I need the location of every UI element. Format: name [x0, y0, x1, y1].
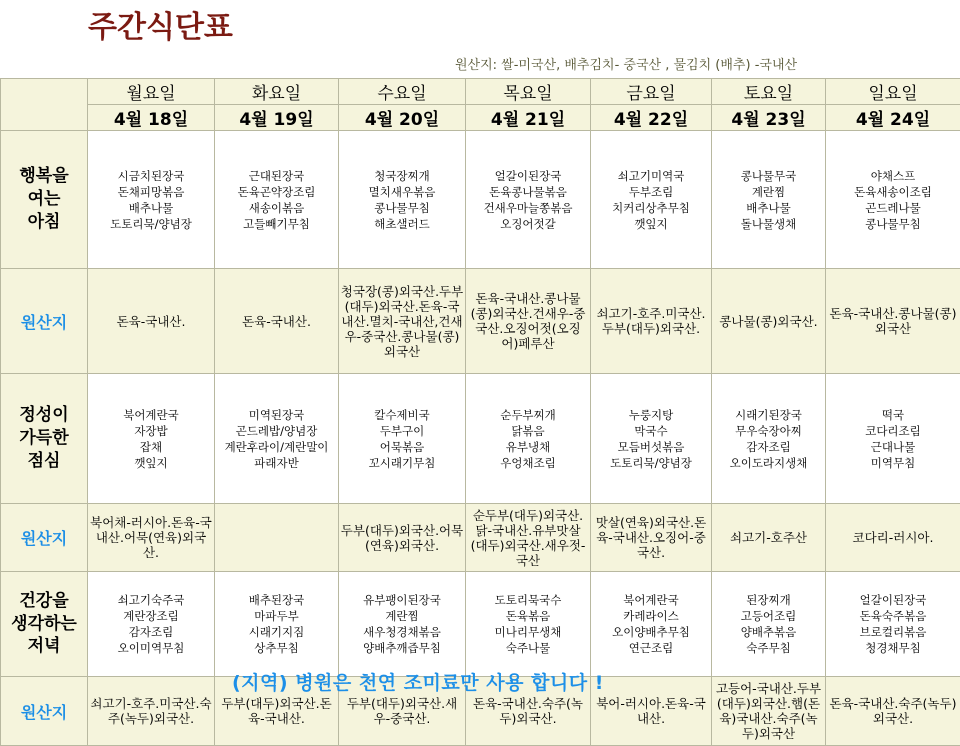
- dish-item: 떡국: [826, 407, 960, 423]
- dish-item: 배추나물: [712, 200, 825, 216]
- origin-cell: [339, 504, 466, 572]
- menu-cell: [826, 374, 960, 504]
- lunch-row: [1, 374, 960, 504]
- origin-text: 맛살(연육)외국산.돈육-국내산.오징어-중국산.: [591, 515, 711, 560]
- dish-item: 양배추깨즙무침: [339, 640, 465, 656]
- origin-cell: [466, 504, 591, 572]
- origin-cell: [826, 677, 960, 746]
- dish-item: 청국장찌개: [339, 168, 465, 184]
- origin-cell: [466, 269, 591, 374]
- menu-cell: [826, 131, 960, 269]
- dish-item: 유부팽이된장국: [339, 592, 465, 608]
- dish-item: 감자조림: [88, 624, 214, 640]
- dish-list: [826, 592, 960, 656]
- day-date: 4월 21일: [466, 105, 591, 131]
- origin-cell: [215, 504, 339, 572]
- origin-cell: [88, 269, 215, 374]
- dish-item: 고들빼기무침: [215, 216, 338, 232]
- dish-item: 시래기된장국: [712, 407, 825, 423]
- day-name: 월요일: [88, 79, 215, 105]
- dish-item: 코다리조림: [826, 423, 960, 439]
- dish-item: 마파두부: [215, 608, 338, 624]
- dish-list: [712, 407, 825, 471]
- origin-text: 북어채-러시아.돈육-국내산.어묵(연육)외국산.: [88, 515, 214, 560]
- dish-item: 숙주나물: [466, 640, 590, 656]
- origin-note: 원산지: 쌀-미국산, 배추김치- 중국산 , 물김치 (배추) -국내산: [455, 54, 797, 73]
- dish-item: 순두부찌개: [466, 407, 590, 423]
- origin-cell: [591, 677, 712, 746]
- dish-item: 칼수제비국: [339, 407, 465, 423]
- menu-cell: [339, 374, 466, 504]
- dish-list: [826, 407, 960, 471]
- dish-item: 꼬시래기무침: [339, 455, 465, 471]
- dish-item: 얼갈이된장국: [826, 592, 960, 608]
- dish-item: 오이도라지생채: [712, 455, 825, 471]
- menu-cell: [339, 131, 466, 269]
- dish-item: 배추된장국: [215, 592, 338, 608]
- dish-item: 콩나물무침: [339, 200, 465, 216]
- dish-item: 새송이볶음: [215, 200, 338, 216]
- origin-text: 돈육-국내산.숙주(녹두)외국산.: [466, 696, 590, 726]
- dish-item: 브로컬리볶음: [826, 624, 960, 640]
- dish-item: 건새우마늘쫑볶음: [466, 200, 590, 216]
- day-date: 4월 18일: [88, 105, 215, 131]
- origin-text: 돈육-국내산.콩나물(콩)외국산.건새우-중국산.오징어젓(오징어)페루산: [466, 291, 590, 351]
- menu-cell: [215, 572, 339, 677]
- menu-cell: [712, 572, 826, 677]
- menu-cell: [339, 572, 466, 677]
- dish-list: [88, 168, 214, 232]
- dish-item: 두부조림: [591, 184, 711, 200]
- dish-item: 콩나물무침: [826, 216, 960, 232]
- menu-cell: [712, 131, 826, 269]
- dish-item: 오이양배추무침: [591, 624, 711, 640]
- dish-item: 돌나물생채: [712, 216, 825, 232]
- dish-list: [215, 407, 338, 471]
- dish-item: 막국수: [591, 423, 711, 439]
- dish-item: 도토리묵/양념장: [88, 216, 214, 232]
- dish-item: 감자조림: [712, 439, 825, 455]
- dish-item: 근대나물: [826, 439, 960, 455]
- dish-item: 미역된장국: [215, 407, 338, 423]
- menu-cell: [88, 374, 215, 504]
- dish-item: 시래기지짐: [215, 624, 338, 640]
- dish-item: 도토리묵/양념장: [591, 455, 711, 471]
- lunch-label: 정성이 가득한 점심: [1, 374, 88, 504]
- menu-cell: [466, 572, 591, 677]
- origin-cell: [591, 269, 712, 374]
- dish-item: 계란장조림: [88, 608, 214, 624]
- dish-item: 돈육곤약장조림: [215, 184, 338, 200]
- menu-cell: [88, 131, 215, 269]
- dish-item: 쇠고기미역국: [591, 168, 711, 184]
- origin-text: 쇠고기-호주.미국산.숙주(녹두)외국산.: [88, 696, 214, 726]
- dish-item: 북어계란국: [88, 407, 214, 423]
- origin-label: 원산지: [1, 677, 88, 746]
- dish-list: [339, 407, 465, 471]
- dish-item: 미나리무생채: [466, 624, 590, 640]
- menu-cell: [466, 131, 591, 269]
- origin-text: 고등어-국내산.두부(대두)외국산.햄(돈육)국내산.숙주(녹두)외국산: [712, 681, 825, 741]
- dish-list: [591, 168, 711, 232]
- origin-text: 콩나물(콩)외국산.: [712, 314, 825, 329]
- breakfast-label: 행복을 여는 아침: [1, 131, 88, 269]
- dish-list: [466, 592, 590, 656]
- origin-text: 북어-러시아.돈육-국내산.: [591, 696, 711, 726]
- dish-list: [88, 592, 214, 656]
- day-date: 4월 22일: [591, 105, 712, 131]
- origin-text: 순두부(대두)외국산.닭-국내산.유부맛살(대두)외국산.새우젓-국산: [466, 508, 590, 568]
- dish-item: 된장찌개: [712, 592, 825, 608]
- dinner-row: [1, 572, 960, 677]
- origin-cell: [826, 269, 960, 374]
- dish-list: [591, 592, 711, 656]
- dish-list: [591, 407, 711, 471]
- dish-list: [339, 592, 465, 656]
- dish-item: 오징어젓갈: [466, 216, 590, 232]
- dish-list: [712, 168, 825, 232]
- origin-text: 돈육-국내산.: [88, 314, 214, 329]
- day-date: 4월 20일: [339, 105, 466, 131]
- day-name: 토요일: [712, 79, 826, 105]
- origin-label: 원산지: [1, 269, 88, 374]
- origin-text: 코다리-러시아.: [826, 530, 960, 545]
- menu-cell: [466, 374, 591, 504]
- origin-cell: [712, 677, 826, 746]
- origin-cell: [88, 677, 215, 746]
- dish-item: 미역무침: [826, 455, 960, 471]
- day-name: 금요일: [591, 79, 712, 105]
- origin-cell: [826, 504, 960, 572]
- lunch-origin-row: [1, 504, 960, 572]
- dish-item: 상추무침: [215, 640, 338, 656]
- dish-item: 자장밥: [88, 423, 214, 439]
- dish-item: 곤드레나물: [826, 200, 960, 216]
- dish-item: 오이미역무침: [88, 640, 214, 656]
- dish-item: 돈육새송이조림: [826, 184, 960, 200]
- origin-cell: [591, 504, 712, 572]
- day-date: 4월 23일: [712, 105, 826, 131]
- dish-item: 모듬버섯볶음: [591, 439, 711, 455]
- origin-cell: [88, 504, 215, 572]
- dish-list: [215, 592, 338, 656]
- dish-item: 우엉채조림: [466, 455, 590, 471]
- dish-item: 유부냉채: [466, 439, 590, 455]
- dish-list: [466, 407, 590, 471]
- dish-item: 돈육볶음: [466, 608, 590, 624]
- dish-item: 카레라이스: [591, 608, 711, 624]
- origin-cell: [215, 269, 339, 374]
- dish-item: 야채스프: [826, 168, 960, 184]
- dish-list: [215, 168, 338, 232]
- origin-text: 돈육-국내산.콩나물(콩)외국산: [826, 306, 960, 336]
- day-date: 4월 19일: [215, 105, 339, 131]
- origin-text: 돈육-국내산.: [215, 314, 338, 329]
- menu-cell: [591, 374, 712, 504]
- menu-cell: [712, 374, 826, 504]
- dish-item: 콩나물무국: [712, 168, 825, 184]
- origin-cell: [712, 269, 826, 374]
- dish-item: 해초샐러드: [339, 216, 465, 232]
- origin-cell: [712, 504, 826, 572]
- dish-item: 양배추볶음: [712, 624, 825, 640]
- menu-cell: [591, 131, 712, 269]
- origin-label: 원산지: [1, 504, 88, 572]
- dish-item: 근대된장국: [215, 168, 338, 184]
- dish-item: 돈채피망볶음: [88, 184, 214, 200]
- dish-item: 새우청경채볶음: [339, 624, 465, 640]
- dish-item: 계란찜: [712, 184, 825, 200]
- dish-item: 돈육콩나물볶음: [466, 184, 590, 200]
- dish-item: 쇠고기숙주국: [88, 592, 214, 608]
- origin-text: 돈육-국내산.숙주(녹두)외국산.: [826, 696, 960, 726]
- origin-text: 두부(대두)외국산.어묵(연육)외국산.: [339, 523, 465, 553]
- corner-cell: [1, 79, 88, 131]
- dish-list: [88, 407, 214, 471]
- dish-item: 돈육숙주볶음: [826, 608, 960, 624]
- menu-cell: [826, 572, 960, 677]
- origin-text: 쇠고기-호주산: [712, 530, 825, 545]
- dish-item: 깻잎지: [88, 455, 214, 471]
- dish-list: [466, 168, 590, 232]
- origin-text: 두부(대두)외국산.돈육-국내산.: [215, 696, 338, 726]
- watermark-notice: (지역) 병원은 천연 조미료만 사용 합니다 !: [232, 668, 604, 695]
- origin-text: 두부(대두)외국산.새우-중국산.: [339, 696, 465, 726]
- dish-item: 닭볶음: [466, 423, 590, 439]
- dish-item: 치커리상추무침: [591, 200, 711, 216]
- day-name: 일요일: [826, 79, 960, 105]
- day-date-row: [1, 105, 960, 131]
- dish-item: 숙주무침: [712, 640, 825, 656]
- dish-item: 파래자반: [215, 455, 338, 471]
- dish-list: [339, 168, 465, 232]
- menu-cell: [215, 374, 339, 504]
- dish-item: 계란후라이/계란말이: [215, 439, 338, 455]
- day-name: 수요일: [339, 79, 466, 105]
- origin-text: 청국장(콩)외국산.두부(대두)외국산.돈육-국내산.멸치-국내산,건새우-중국산.콩나물(콩)외국산: [339, 284, 465, 359]
- origin-text: 쇠고기-호주.미국산.두부(대두)외국산.: [591, 306, 711, 336]
- dish-item: 누룽지탕: [591, 407, 711, 423]
- page-title: 주간식단표: [88, 2, 233, 46]
- day-name: 목요일: [466, 79, 591, 105]
- dish-item: 시금치된장국: [88, 168, 214, 184]
- dish-item: 연근조림: [591, 640, 711, 656]
- breakfast-row: [1, 131, 960, 269]
- dish-item: 두부구이: [339, 423, 465, 439]
- dish-item: 계란찜: [339, 608, 465, 624]
- breakfast-origin-row: [1, 269, 960, 374]
- dish-item: 북어계란국: [591, 592, 711, 608]
- dish-item: 청경채무침: [826, 640, 960, 656]
- dish-item: 무우숙장아찌: [712, 423, 825, 439]
- dish-item: 배추나물: [88, 200, 214, 216]
- menu-cell: [591, 572, 712, 677]
- dish-item: 잡채: [88, 439, 214, 455]
- dish-item: 깻잎지: [591, 216, 711, 232]
- weekly-menu-table: [0, 78, 960, 746]
- menu-cell: [215, 131, 339, 269]
- day-date: 4월 24일: [826, 105, 960, 131]
- dish-item: 멸치새우볶음: [339, 184, 465, 200]
- dish-list: [826, 168, 960, 232]
- origin-cell: [339, 269, 466, 374]
- menu-cell: [88, 572, 215, 677]
- dish-item: 곤드레밥/양념장: [215, 423, 338, 439]
- day-name: 화요일: [215, 79, 339, 105]
- dish-item: 고등어조림: [712, 608, 825, 624]
- dish-item: 어묵볶음: [339, 439, 465, 455]
- day-name-row: [1, 79, 960, 105]
- dinner-label: 건강을 생각하는 저녁: [1, 572, 88, 677]
- dish-item: 도토리묵국수: [466, 592, 590, 608]
- dish-list: [712, 592, 825, 656]
- dish-item: 얼갈이된장국: [466, 168, 590, 184]
